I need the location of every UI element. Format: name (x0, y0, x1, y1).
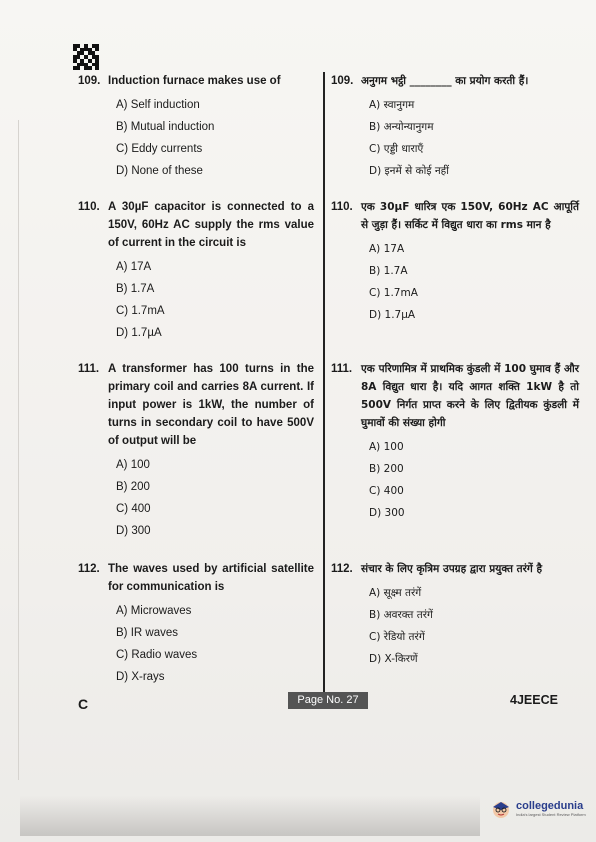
option-c: C) 1.7mA (116, 305, 165, 317)
option-a: A) 100 (116, 459, 150, 471)
option-d: D) 1.7µA (369, 309, 416, 321)
question-number: 111. (78, 363, 100, 375)
question-text: A transformer has 100 turns in the primary coil and carries 8A current. If input power is 1kW, the number of turns in secondary coil to have 500V of output will be (108, 363, 314, 447)
option-c: C) Radio waves (116, 649, 198, 661)
option-d: D) X-rays (116, 671, 165, 683)
option-b: B) 1.7A (369, 265, 408, 277)
scan-shadow (20, 796, 480, 836)
collegedunia-watermark (490, 798, 586, 820)
booklet-series: C (78, 696, 89, 712)
question-number: 109. (78, 75, 101, 87)
question-text: The waves used by artificial satellite for communication is (108, 563, 314, 593)
brand-name: collegedunia (516, 800, 584, 812)
option-d: D) 300 (116, 525, 151, 537)
question-number: 109. (331, 75, 354, 87)
qr-code-icon (73, 44, 99, 70)
question-text: एक 30µF धारित्र एक 150V, 60Hz AC आपूर्ति से जुड़ा हैं। सर्किट में विद्युत धारा का rms मान है (361, 201, 579, 231)
question-text: संचार के लिए कृत्रिम उपग्रह द्वारा प्रयुक्त तरंगें है (361, 563, 543, 575)
option-c: C) 1.7mA (369, 287, 418, 299)
scan-edge-line (18, 120, 19, 780)
question-number: 111. (331, 363, 353, 375)
brand-tagline: India's largest Student Review Platform (516, 812, 586, 817)
option-c: C) 400 (116, 503, 151, 515)
question-text: Induction furnace makes use of (108, 75, 281, 87)
option-b: B) 200 (116, 481, 150, 493)
option-d: D) None of these (116, 165, 203, 177)
option-d: D) इनमें से कोई नहीं (369, 165, 449, 177)
collegedunia-mascot-icon (490, 798, 512, 820)
option-a: A) Microwaves (116, 605, 192, 617)
question-text: एक परिणामित्र में प्राथमिक कुंडली में 100 घुमाव हैं और 8A विद्युत धारा है। यदि आगत शक्ति 1kW है तो 500V निर्गत प्राप्त करने के लिए द्वितीयक कुंडली में घुमावों की संख्या होगी (361, 363, 579, 429)
exam-code: 4JEECE (510, 693, 558, 707)
option-c: C) एड्डी धाराएँ (369, 143, 424, 155)
option-b: B) 1.7A (116, 283, 155, 295)
question-number: 110. (331, 201, 353, 213)
option-a: A) 17A (116, 261, 152, 273)
option-b: B) अन्योन्यानुगम (369, 121, 434, 133)
question-110-hi (331, 198, 579, 326)
option-b: B) अवरक्त तरंगें (369, 609, 433, 621)
question-text: अनुगम भट्ठी ________ का प्रयोग करती हैं। (361, 75, 529, 87)
question-number: 110. (78, 201, 100, 213)
question-111-hi (331, 360, 579, 524)
option-a: A) Self induction (116, 99, 200, 111)
option-b: B) 200 (369, 463, 404, 475)
question-112-en (78, 560, 314, 688)
option-d: D) X-किरणें (369, 653, 418, 665)
question-text: A 30µF capacitor is connected to a 150V, 60Hz AC supply the rms value of current in the circuit is (108, 201, 314, 249)
option-c: C) Eddy currents (116, 143, 203, 155)
question-number: 112. (331, 563, 353, 575)
column-divider (323, 72, 325, 700)
option-a: A) 17A (369, 243, 405, 255)
option-c: C) रेडियो तरंगें (369, 631, 425, 643)
question-109-hi (331, 72, 579, 182)
page-number: Page No. 27 (288, 692, 368, 709)
option-b: B) IR waves (116, 627, 178, 639)
option-d: D) 1.7µA (116, 327, 162, 339)
option-a: A) 100 (369, 441, 404, 453)
option-a: A) स्वानुगम (369, 99, 415, 111)
option-c: C) 400 (369, 485, 404, 497)
question-112-hi (331, 560, 579, 670)
option-d: D) 300 (369, 507, 405, 519)
question-111-en (78, 360, 314, 542)
option-b: B) Mutual induction (116, 121, 215, 133)
question-109-en (78, 72, 314, 182)
question-110-en (78, 198, 314, 344)
question-number: 112. (78, 563, 100, 575)
option-a: A) सूक्ष्म तरंगें (369, 587, 422, 599)
